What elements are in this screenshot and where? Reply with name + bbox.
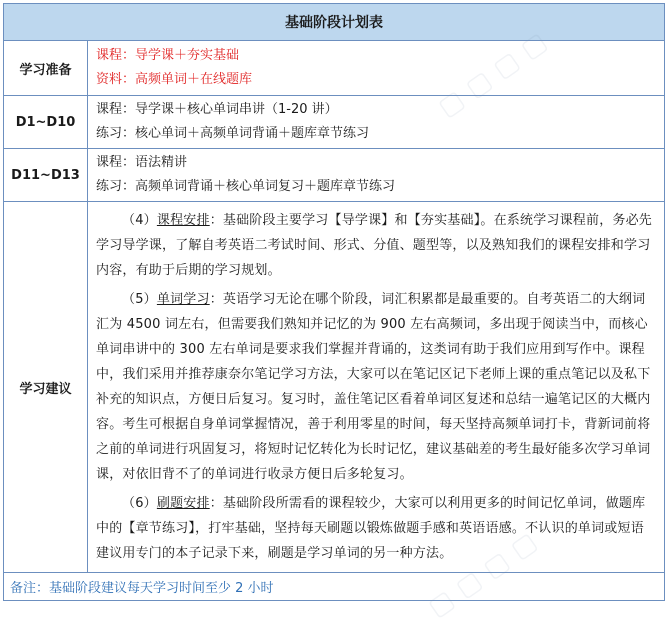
advice-paragraph-practice bbox=[96, 491, 656, 566]
d1-course-line: 课程：导学课＋核心单词串讲（1-20 讲） bbox=[96, 102, 338, 117]
row-content-d11 bbox=[88, 149, 665, 202]
advice-text: ：英语学习无论在哪个阶段，词汇积累都是最重要的。自考英语二的大纲词汇为 4500 词左右，但需要我们熟知并记忆的为 900 左右高频词，多出现于阅读当中，而核心单词串讲中的 300 左右单词是要求我们掌握并背诵的，这类词有助于我们应用到写作中。课程中，我们采用并推荐康奈尔笔记学习方法，大家可以在笔记区记下老师上课的重点笔记以及私下补充的知识点，方便日后复习。复习时，盖住笔记区看着单词区复述和总结一遍笔记区的大概内容。考生可根据自身单词掌握情况，善于利用零星的时间，每天坚持高频单词打卡，背新词前将之前的单词进行巩固复习，将短时记忆转化为长时记忆，建议基础差的考生最好能多次学习单词课，对依旧背不了的单词进行收录方便日后多轮复习。 bbox=[96, 292, 651, 482]
row-label-d1: D1~D10 bbox=[4, 96, 88, 149]
row-label-d11: D11~D13 bbox=[4, 149, 88, 202]
row-label-prep: 学习准备 bbox=[4, 41, 88, 96]
advice-number: （5） bbox=[122, 292, 157, 307]
prep-material-line: 资料：高频单词＋在线题库 bbox=[96, 72, 253, 87]
d11-course-line: 课程：语法精讲 bbox=[96, 155, 188, 170]
row-content-prep bbox=[88, 41, 665, 96]
plan-table bbox=[3, 3, 665, 601]
row-label-advice: 学习建议 bbox=[4, 202, 88, 573]
row-content-advice bbox=[88, 202, 665, 573]
advice-keyword: 课程安排 bbox=[156, 213, 210, 228]
advice-paragraph-words bbox=[96, 287, 656, 487]
watermark-graphic: ▢ ▢ ▢ ▢ bbox=[422, 526, 543, 624]
table-row-advice bbox=[4, 202, 665, 573]
advice-paragraph-course bbox=[96, 208, 656, 283]
advice-keyword: 单词学习 bbox=[156, 292, 210, 307]
advice-text: ：基础阶段所需看的课程较少，大家可以利用更多的时间记忆单词，做题库中的【章节练习】，打牢基础，坚持每天刷题以锻炼做题手感和英语语感。不认识的单词或短语建议用专门的本子记录下来，刷题是学习单词的另一种方法。 bbox=[96, 496, 646, 561]
table-row-d1 bbox=[4, 96, 665, 149]
advice-number: （4） bbox=[122, 213, 157, 228]
d11-practice-line: 练习：高频单词背诵＋核心单词复习＋题库章节练习 bbox=[96, 179, 396, 194]
advice-keyword: 刷题安排 bbox=[156, 496, 210, 511]
table-row-prep bbox=[4, 41, 665, 96]
watermark-graphic: ▢ ▢ ▢ ▢ bbox=[432, 26, 553, 124]
table-row-d11 bbox=[4, 149, 665, 202]
table-row-note bbox=[4, 573, 665, 601]
table-note: 备注：基础阶段建议每天学习时间至少 2 小时 bbox=[4, 573, 665, 601]
table-title: 基础阶段计划表 bbox=[4, 4, 665, 41]
d1-practice-line: 练习：核心单词＋高频单词背诵＋题库章节练习 bbox=[96, 126, 370, 141]
advice-number: （6） bbox=[122, 496, 157, 511]
prep-course-line: 课程：导学课＋夯实基础 bbox=[96, 48, 240, 63]
advice-text: ：基础阶段主要学习【导学课】和【夯实基础】。在系统学习课程前，务必先学习导学课，了解自考英语二考试时间、形式、分值、题型等，以及熟知我们的课程安排和学习内容，有助于后期的学习规划。 bbox=[96, 213, 652, 278]
row-content-d1 bbox=[88, 96, 665, 149]
